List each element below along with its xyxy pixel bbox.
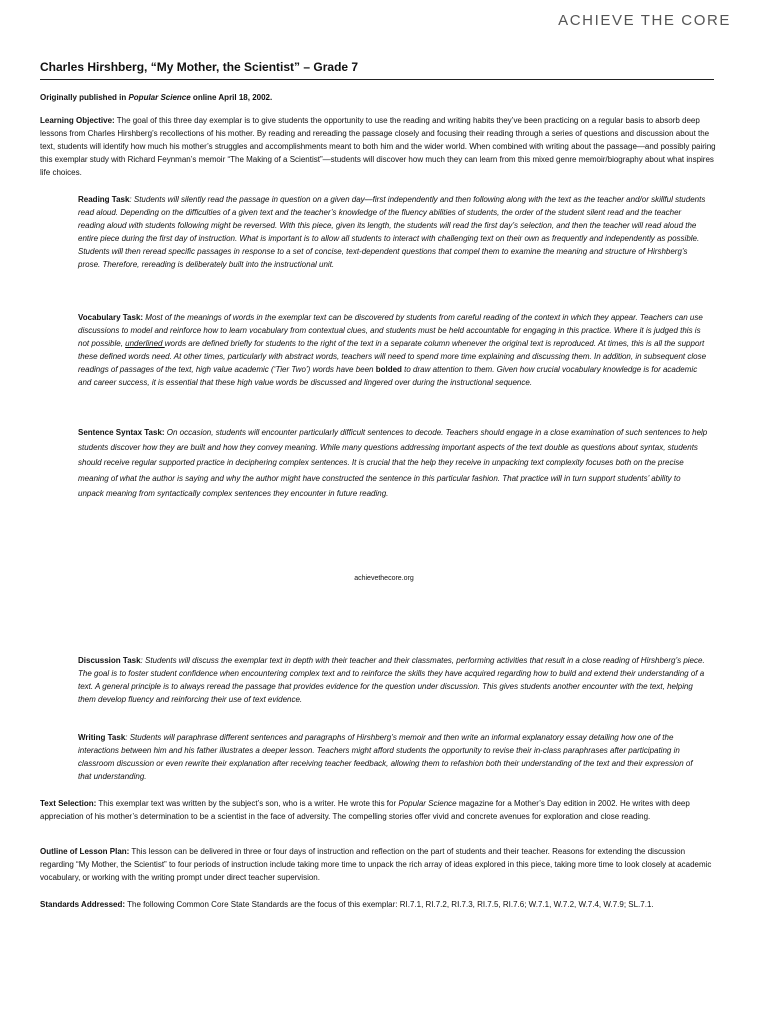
vocabulary-task — [78, 311, 708, 389]
text-selection-text: This exemplar text was written by the subject’s son, who is a writer. He wrote this for — [96, 799, 399, 808]
writing-task — [78, 731, 708, 783]
lesson-outline-text: This lesson can be delivered in three or four days of instruction and reflection on the part of students and their teacher. Reasons for extending the discussion regarding “My Mother, the Scientist” to four periods of instruction include taking more time to unpack the rich array of ideas explored in this piece, taking more time to look closely at academic vocabulary, or working with the writing prompt under direct teacher supervision. — [40, 847, 712, 882]
standards-label: Standards Addressed: — [40, 900, 126, 909]
learning-objective — [40, 114, 716, 179]
vocabulary-task-text-2: words are defined briefly for students to the right of the text in a separate column whenever the original text is reproduced. At times, this is all the support these defined words need. At other times, particularly with abstract words, teachers will need to spend more time explaining and discussing them. In addition, in subsequent close readings of passages of the text, high value academic (‘Tier Two’) words have been — [78, 339, 707, 374]
vocabulary-task-label: Vocabulary Task: — [78, 313, 144, 322]
brand-logo: ACHIEVE THE CORE — [558, 12, 731, 29]
vocabulary-task-text: Most of the meanings of words in the exemplar text can be discovered by students from careful reading of the context in which they appear. Teachers can use discussions to model and reinforce how to learn vocabulary from contextual clues, and students must be held accountable for engaging in this practice. Where it is judged this is not possible, — [78, 313, 703, 348]
text-selection-source: Popular Science — [398, 799, 457, 808]
document-title: Charles Hirshberg, “My Mother, the Scientist” – Grade 7 — [40, 60, 359, 74]
publication-line — [40, 93, 272, 102]
discussion-task — [78, 654, 708, 706]
writing-task-text: : Students will paraphrase different sentences and paragraphs of Hirshberg’s memoir and then write an informal explanatory essay detailing how one of the interactions between him and his father illustrates a deeper lesson. Teachers might afford students the opportunity to revise their in-class paraphrases after participating in classroom discussion or even rewrite their explanation after receiving teacher feedback, allowing them to refashion both their understanding of the text and their expression of that understanding. — [78, 733, 693, 781]
learning-objective-label: Learning Objective: — [40, 116, 115, 125]
vocabulary-underlined-word: underlined — [125, 339, 165, 348]
text-selection-label: Text Selection: — [40, 799, 97, 808]
standards-text: The following Common Core State Standards are the focus of this exemplar: RI.7.1, RI.7.2, RI.7.3, RI.7.5, RI.7.6; W.7.1, W.7.2, W.7.4, W.7.9; SL.7.1. — [125, 900, 654, 909]
syntax-task-label: Sentence Syntax Task: — [78, 428, 165, 437]
writing-task-label: Writing Task — [78, 733, 126, 742]
reading-task-label: Reading Task — [78, 195, 130, 204]
title-divider — [40, 79, 714, 80]
publication-prefix: Originally published in — [40, 93, 129, 102]
standards-addressed — [40, 898, 716, 911]
vocabulary-task-text-3: to draw attention to them. Given how crucial vocabulary knowledge is for academic and career success, it is essential that these high value words be discussed and lingered over during the instructional sequence. — [78, 365, 698, 387]
footer-url[interactable]: achievethecore.org — [354, 575, 414, 582]
reading-task-text: : Students will silently read the passage in question on a given day—first independently and then following along with the text as the teacher and/or skillful students read aloud. Depending on the difficulties of a given text and the teacher’s knowledge of the fluency abilities of students, the order of the student silent read and the teacher reading aloud with students following might be reversed. With this piece, given its length, the students will read the first day’s selection, and then the teacher will read aloud the entire piece during the first day of instruction. What is important is to allow all students to interact with challenging text on their own as frequently and independently as possible. Students will then reread specific passages in response to a set of concise, text-dependent questions that compel them to examine the meaning and structure of Hirshberg’s prose. Therefore, rereading is deliberately built into the instructional unit. — [78, 195, 706, 269]
syntax-task-text: On occasion, students will encounter particularly difficult sentences to decode. Teachers should engage in a close examination of such sentences to help students discover how they are built and how they convey meaning. While many questions addressing important aspects of the text double as questions about syntax, students should receive regular supported practice in deciphering complex sentences. It is crucial that the help they receive in unpacking text complexity focuses both on the precise meaning of what the author is saying and why the author might have constructed the sentence in this particular fashion. That practice will in turn support students’ ability to unpack meaning from syntactically complex sentences they encounter in future reading. — [78, 428, 708, 498]
syntax-task — [78, 425, 708, 501]
vocabulary-bolded-word: bolded — [375, 365, 402, 374]
publication-source: Popular Science — [128, 93, 191, 102]
text-selection-text-2: magazine for a Mother’s Day edition in 2002. He writes with deep appreciation of his mother’s determination to be a scientist in the face of adversity. The compelling stories offer vivid and concrete avenues for exploration and close reading. — [40, 799, 690, 821]
learning-objective-text: The goal of this three day exemplar is to give students the opportunity to use the reading and writing habits they’ve been practicing on a regular basis to absorb deep lessons from Charles Hirshberg’s recollections of his mother. By reading and rereading the passage closely and focusing their reading through a series of questions and discussion about the text, students will identify how much his mother’s struggles and accomplishments meant to both him and the wider world. When combined with writing about the passage—and possibly pairing this exemplar study with Richard Feynman’s memoir “The Making of a Scientist”—students will discover how much they can learn from this mixed genre memoir/biography about what inspires life choices. — [40, 116, 716, 177]
text-selection — [40, 797, 716, 823]
discussion-task-label: Discussion Task — [78, 656, 141, 665]
publication-suffix: online April 18, 2002. — [190, 93, 273, 102]
discussion-task-text: : Students will discuss the exemplar text in depth with their teacher and their classmates, performing activities that result in a close reading of Hirshberg’s piece. The goal is to foster student confidence when encountering complex text and to reinforce the skills they have acquired regarding how to build and extend their understanding of a text. A general principle is to always reread the passage that provides evidence for the question under discussion. This gives students another encounter with the text, helping them develop fluency and reinforcing their use of text evidence. — [78, 656, 705, 704]
lesson-outline — [40, 845, 716, 884]
lesson-outline-label: Outline of Lesson Plan: — [40, 847, 130, 856]
reading-task — [78, 193, 708, 271]
